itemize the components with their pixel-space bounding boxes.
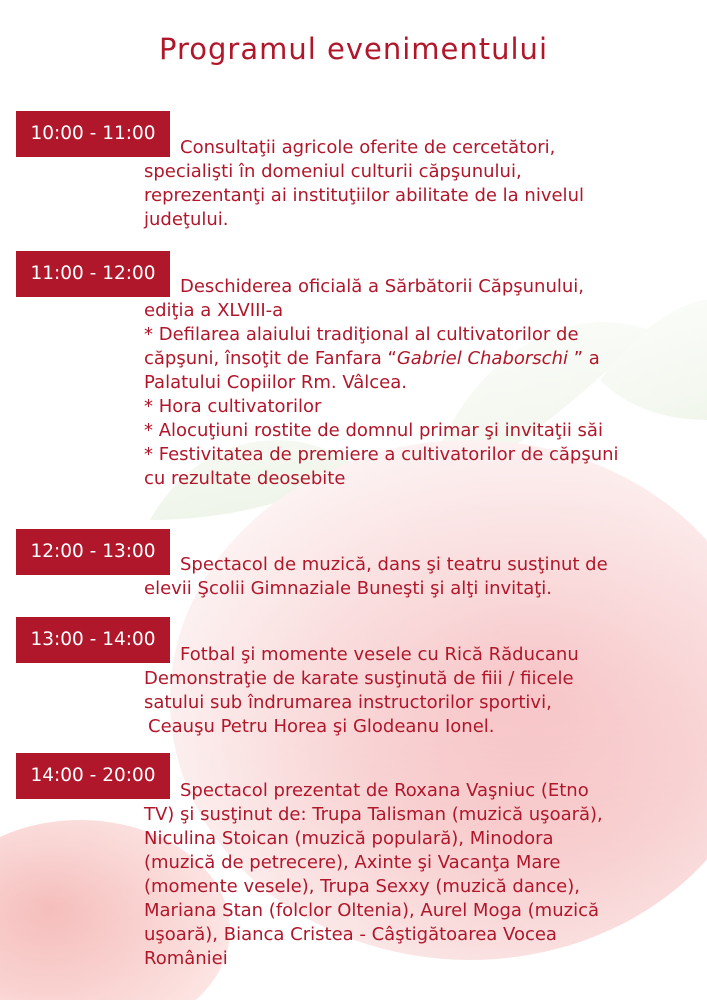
event-line: României (144, 948, 228, 969)
band-name: Gabriel Chaborschi (396, 348, 568, 369)
time-badge-3: 12:00 - 13:00 (16, 529, 170, 575)
event-line: Spectacol prezentat de Roxana Vaşniuc (Etno (180, 780, 589, 801)
time-badge-2: 11:00 - 12:00 (16, 251, 170, 297)
event-description-5 (144, 779, 692, 971)
event-line: ediţia a XLVIII-a (144, 300, 284, 321)
event-line: * Hora cultivatorilor (144, 396, 322, 417)
event-line: specialişti în domeniul culturii căpşunului, (144, 161, 522, 182)
event-line: Ceauşu Petru Horea şi Glodeanu Ionel. (148, 716, 495, 737)
event-line: * Alocuţiuni rostite de domnul primar şi invitaţii săi (144, 420, 603, 441)
event-line: reprezentanţi ai instituţiilor abilitate de la nivelul (144, 185, 584, 206)
event-line (144, 347, 692, 371)
event-line: cu rezultate deosebite (144, 468, 346, 489)
event-line: elevii Şcolii Gimnaziale Buneşti şi alţi invitaţi. (144, 578, 553, 599)
event-line: Spectacol de muzică, dans şi teatru susţinut de (180, 554, 608, 575)
event-line-part: căpşuni, însoţit de Fanfara “ (144, 348, 397, 369)
event-description-2 (144, 275, 692, 491)
event-line: TV) şi susţinut de: Trupa Talisman (muzică uşoară), (144, 804, 603, 825)
event-line: Niculina Stoican (muzică populară), Minodora (144, 828, 554, 849)
event-line: uşoară), Bianca Cristea - Câştigătoarea Vocea (144, 924, 557, 945)
event-line: (muzică de petrecere), Axinte şi Vacanţa Mare (144, 852, 561, 873)
event-line: Demonstraţie de karate susţinută de fiii / fiicele (144, 668, 574, 689)
page-title: Programul evenimentului (158, 32, 548, 66)
event-line-part: ” a (567, 348, 600, 369)
event-description-1 (144, 136, 692, 232)
time-badge-4: 13:00 - 14:00 (16, 617, 170, 663)
event-description-3 (144, 553, 692, 601)
time-badge-5: 14:00 - 20:00 (16, 753, 170, 799)
event-line: Deschiderea oficială a Sărbătorii Căpşunului, (180, 276, 584, 297)
event-line: Mariana Stan (folclor Oltenia), Aurel Moga (muzică (144, 900, 599, 921)
event-description-4 (144, 643, 692, 739)
event-line: Palatului Copiilor Rm. Vâlcea. (144, 372, 408, 393)
event-line: satului sub îndrumarea instructorilor sportivi, (144, 692, 552, 713)
event-line: * Festivitatea de premiere a cultivatorilor de căpşuni (144, 444, 619, 465)
event-line: (momente vesele), Trupa Sexxy (muzică dance), (144, 876, 580, 897)
event-line: judeţului. (144, 209, 229, 230)
time-badge-1: 10:00 - 11:00 (16, 111, 170, 157)
event-line: * Defilarea alaiului tradiţional al cultivatorilor de (144, 324, 579, 345)
event-line: Fotbal şi momente vesele cu Rică Răducanu (180, 644, 579, 665)
event-line: Consultaţii agricole oferite de cercetători, (180, 137, 556, 158)
